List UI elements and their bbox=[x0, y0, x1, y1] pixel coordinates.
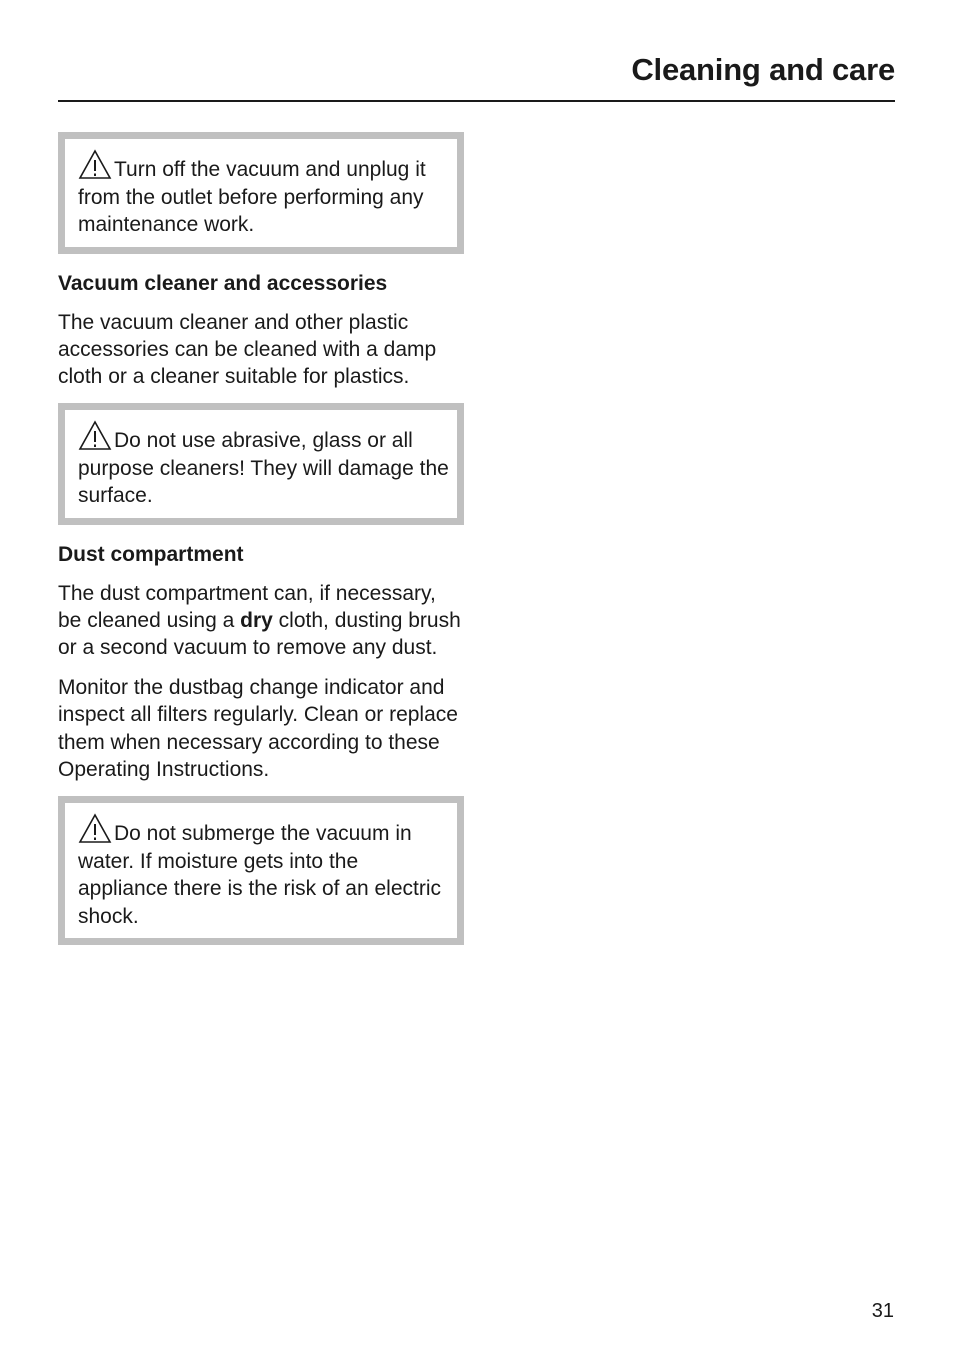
paragraph-filters: Monitor the dustbag change indicator and inspect all filters regularly. Clean or replace them when necessary according to these Operating Instructions. bbox=[58, 676, 458, 781]
paragraph-vacuum-cleaning: The vacuum cleaner and other plastic accessories can be cleaned with a damp cloth or a cleaner suitable for plastics. bbox=[58, 310, 437, 388]
emphasis-dry: dry bbox=[240, 608, 273, 632]
page-title: Cleaning and care bbox=[631, 52, 895, 87]
warning-triangle-icon bbox=[78, 420, 112, 451]
warning-box-submerge bbox=[58, 796, 464, 945]
warning-triangle-icon bbox=[78, 813, 112, 844]
section-heading-dust: Dust compartment bbox=[58, 542, 244, 566]
page-number: 31 bbox=[871, 1300, 894, 1322]
content-column bbox=[58, 132, 464, 945]
paragraph-text: The dust compartment can, if necessary, be cleaned using a bbox=[58, 581, 436, 632]
warning-box-unplug bbox=[58, 132, 464, 254]
paragraph-text: cloth, dusting brush or a second vacuum to remove any dust. bbox=[58, 608, 461, 660]
warning-box-abrasive bbox=[58, 403, 464, 525]
paragraph-dust-cleaning bbox=[58, 580, 464, 662]
warning-text: Do not submerge the vacuum in water. If moisture gets into the appliance there is the risk of an electric shock. bbox=[78, 822, 442, 928]
warning-text: Do not use abrasive, glass or all purpose cleaners! They will damage the surface. bbox=[78, 429, 449, 508]
warning-triangle-icon bbox=[78, 149, 112, 180]
page-header bbox=[58, 50, 895, 102]
section-heading-vacuum: Vacuum cleaner and accessories bbox=[58, 271, 388, 295]
warning-text: Turn off the vacuum and unplug it from the outlet before performing any maintenance work. bbox=[78, 158, 426, 236]
